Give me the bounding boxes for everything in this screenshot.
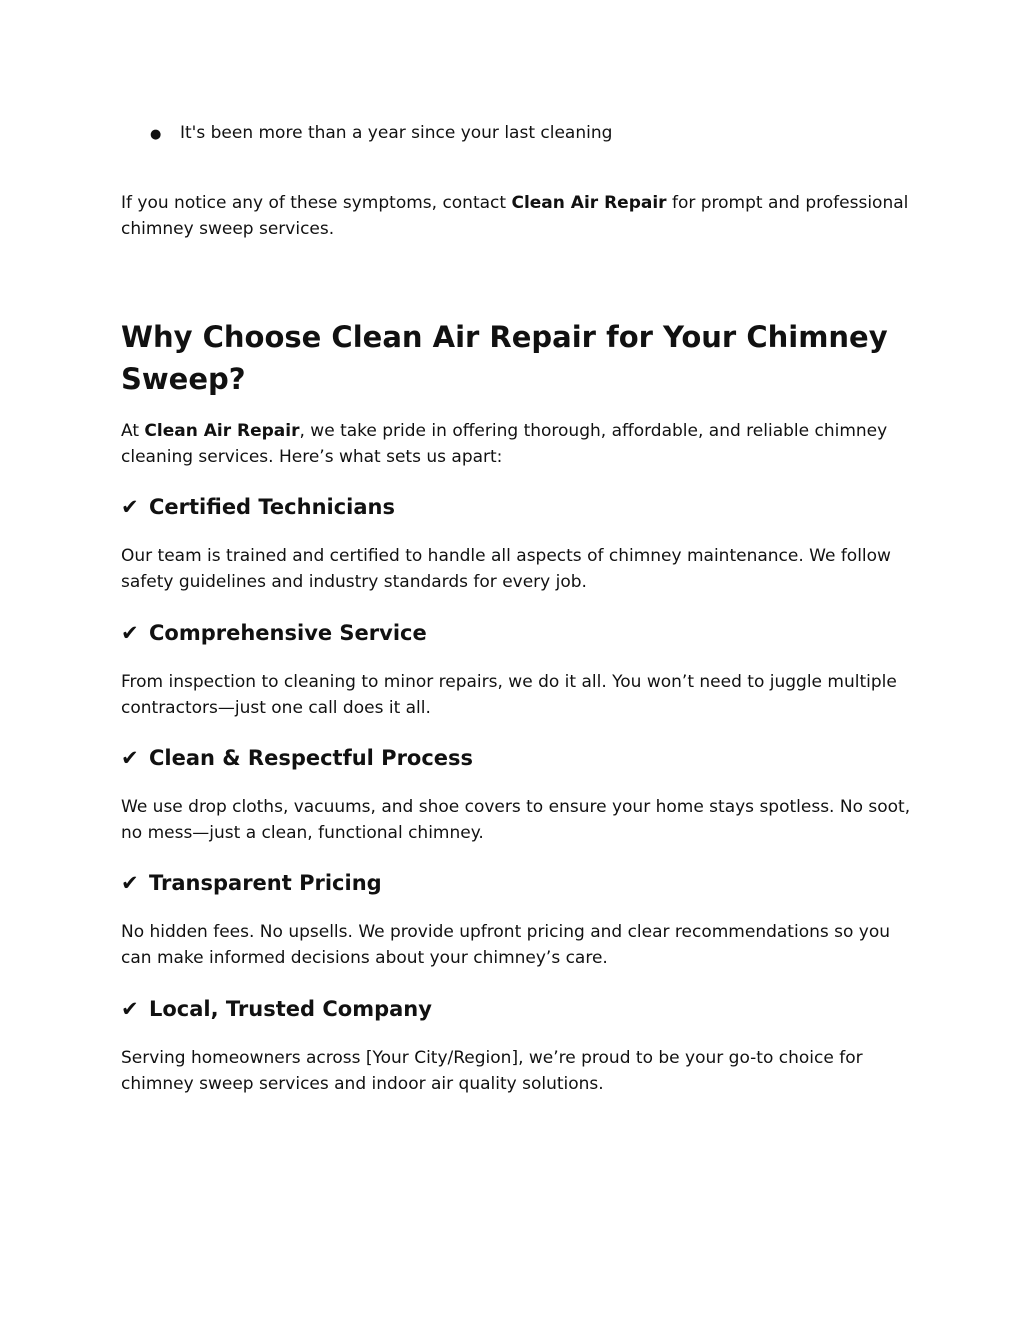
bullet-icon: ● (150, 127, 162, 142)
checkmark-icon: ✔ (121, 997, 139, 1021)
subheading-text: Comprehensive Service (149, 621, 427, 645)
subheading-comprehensive-service (121, 619, 921, 647)
subheading-clean-respectful-process (121, 744, 921, 772)
subheading-transparent-pricing (121, 869, 921, 897)
checkmark-icon: ✔ (121, 621, 139, 645)
intro-paragraph-post: , we take pride in offering thorough, affordable, and reliable chimney cleaning services. Here’s what sets us apart: (121, 421, 888, 467)
section-body: No hidden fees. No upsells. We provide upfront pricing and clear recommendations so you can make informed decisions about your chimney’s care. (121, 922, 891, 968)
brand-name: Clean Air Repair (144, 421, 300, 441)
section-body: From inspection to cleaning to minor repairs, we do it all. You won’t need to juggle multiple contractors—just one call does it all. (121, 672, 897, 718)
subheading-text: Clean & Respectful Process (149, 746, 474, 770)
list-item-text: It's been more than a year since your last cleaning (180, 123, 613, 143)
list-item (150, 120, 612, 148)
subheading-text: Local, Trusted Company (149, 997, 432, 1021)
subheading-text: Transparent Pricing (149, 871, 382, 895)
checkmark-icon: ✔ (121, 495, 139, 519)
intro-paragraph-pre: At (121, 421, 145, 441)
contact-paragraph-post: for prompt and professional chimney sweep services. (121, 193, 909, 239)
checkmark-icon: ✔ (121, 871, 139, 895)
brand-name: Clean Air Repair (511, 193, 667, 213)
subheading-text: Certified Technicians (149, 495, 395, 519)
contact-paragraph-pre: If you notice any of these symptoms, contact (121, 193, 512, 213)
section-body: Our team is trained and certified to handle all aspects of chimney maintenance. We follow safety guidelines and industry standards for every job. (121, 546, 891, 592)
section-body: Serving homeowners across [Your City/Region], we’re proud to be your go-to choice for chimney sweep services and indoor air quality solutions. (121, 1048, 863, 1094)
intro-paragraph (121, 418, 921, 470)
contact-paragraph (121, 190, 921, 242)
subheading-certified-technicians (121, 493, 921, 521)
section-body: We use drop cloths, vacuums, and shoe covers to ensure your home stays spotless. No soot, no mess—just a clean, functional chimney. (121, 797, 911, 843)
subheading-local-trusted-company (121, 995, 921, 1023)
checkmark-icon: ✔ (121, 746, 139, 770)
section-heading: Why Choose Clean Air Repair for Your Chimney Sweep? (121, 320, 888, 396)
